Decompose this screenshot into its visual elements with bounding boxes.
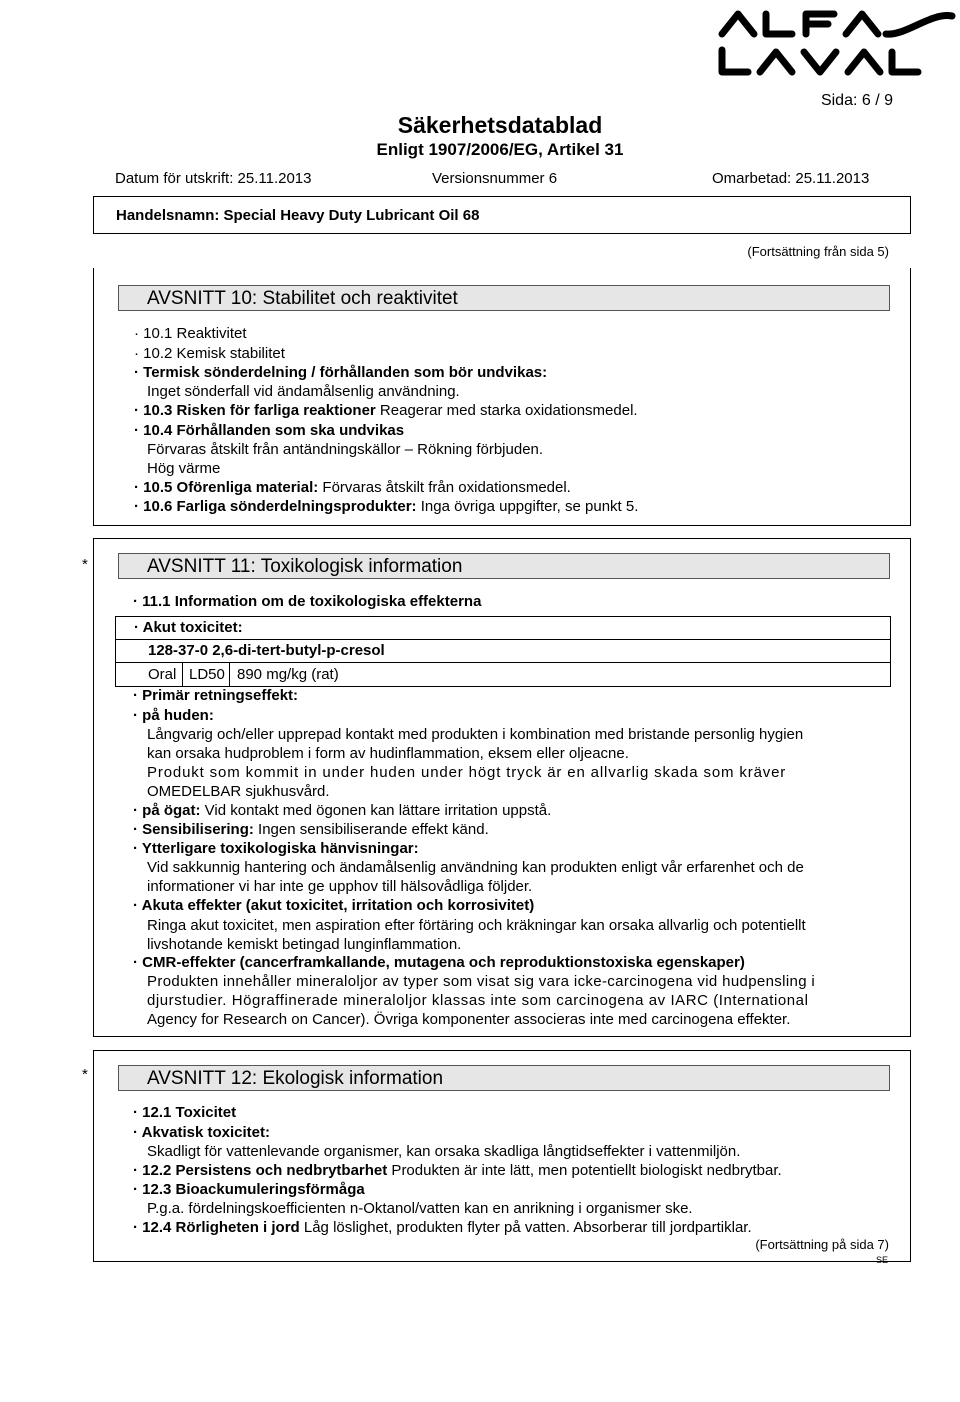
bioaccumulation-text: P.g.a. fördelningskoefficienten n-Oktanol/vatten kan en anrikning i organismer ske. [147, 1200, 693, 1217]
product-name: Handelsnamn: Special Heavy Duty Lubricant Oil 68 [116, 207, 480, 224]
on-skin: · på huden: [133, 707, 214, 724]
section-12-heading: AVSNITT 12: Ekologisk information [118, 1065, 890, 1091]
version-number: Versionsnummer 6 [432, 170, 558, 187]
decomposition-products: · 10.6 Farliga sönderdelningsprodukter: Inga övriga uppgifter, se punkt 5. [134, 498, 639, 515]
print-date: Datum för utskrift: 25.11.2013 [115, 170, 312, 187]
reactivity: · 10.1 Reaktivitet [134, 325, 247, 342]
product-name-box [93, 196, 911, 234]
cmr-text-3: Agency for Research on Cancer). Övriga komponenter associeras inte med carcinogena effekter. [147, 1011, 791, 1028]
cmr-text-1: Produkten innehåller mineraloljor av typer som visat sig vara icke-carcinogena vid hudpensling i [147, 973, 816, 990]
acute-text-1: Ringa akut toxicitet, men aspiration efter förtäring och kräkningar kan orsaka allvarlig och potentiellt [147, 917, 806, 934]
toxicity-value: 890 mg/kg (rat) [237, 666, 339, 683]
persistence-degradability: · 12.2 Persistens och nedbrytbarhet Produkten är inte lätt, men potentiellt biologiskt nedbrytbar. [133, 1162, 782, 1179]
bioaccumulation: · 12.3 Bioackumuleringsförmåga [133, 1181, 365, 1198]
continued-to: (Fortsättning på sida 7) [755, 1237, 889, 1252]
section-10 [93, 268, 911, 526]
skin-text-1: Långvarig och/eller upprepad kontakt med produkten i kombination med bristande personlig hygien [147, 726, 804, 743]
additional-toxicological: · Ytterligare toxikologiska hänvisningar: [133, 840, 419, 857]
on-eyes: · på ögat: Vid kontakt med ögonen kan lättare irritation uppstå. [133, 802, 552, 819]
additional-text-2: informationer vi har inte ge upphov till hälsovådliga följder. [147, 878, 533, 895]
soil-mobility: · 12.4 Rörligheten i jord Låg löslighet, produkten flyter på vatten. Absorberar till jordpartiklar. [133, 1219, 752, 1236]
skin-text-4: OMEDELBAR sjukhusvård. [147, 783, 330, 800]
toxicity-type: LD50 [189, 666, 225, 683]
revision-star: * [82, 1066, 88, 1083]
language-code: SE [875, 1255, 888, 1265]
skin-text-2: kan orsaka hudproblem i form av hudinflammation, eksem eller oljeacne. [147, 745, 629, 762]
toxicity: · 12.1 Toxicitet [133, 1104, 237, 1121]
high-heat: Hög värme [147, 460, 221, 477]
revised-date: Omarbetad: 25.11.2013 [712, 170, 870, 187]
sensitization: · Sensibilisering: Ingen sensibiliserande effekt känd. [133, 821, 489, 838]
aquatic-toxicity: · Akvatisk toxicitet: [133, 1124, 270, 1141]
primary-irritant-effect: · Primär retningseffekt: [133, 687, 299, 704]
alfa-laval-logo [716, 6, 956, 80]
acute-toxicity-table [115, 616, 891, 687]
acute-text-2: livshotande kemiskt betingad lunginflammation. [147, 936, 462, 953]
additional-text-1: Vid sakkunnig hantering och ändamålsenlig användning kan produkten enligt vår erfarenhet och de [147, 859, 804, 876]
aquatic-text: Skadligt för vattenlevande organismer, kan orsaka skadliga långtidseffekter i vattenmiljön. [147, 1143, 741, 1160]
hazardous-reactions: · 10.3 Risken för farliga reaktioner Reagerar med starka oxidationsmedel. [134, 402, 638, 419]
revision-star: * [82, 556, 88, 573]
cmr-effects: · CMR-effekter (cancerframkallande, mutagena och reproduktionstoxiska egenskaper) [133, 954, 745, 971]
exposure-route: Oral [148, 666, 177, 683]
chemical-stability: · 10.2 Kemisk stabilitet [134, 345, 285, 362]
incompatible-materials: · 10.5 Oförenliga material: Förvaras åtskilt från oxidationsmedel. [134, 479, 571, 496]
cmr-text-2: djurstudier. Högraffinerade mineraloljor klassas inte som carcinogena av IARC (International [147, 992, 809, 1009]
document-subtitle: Enligt 1907/2006/EG, Artikel 31 [376, 140, 624, 159]
conditions-to-avoid: · 10.4 Förhållanden som ska undvikas [134, 422, 405, 439]
section-11-heading: AVSNITT 11: Toxikologisk information [118, 553, 890, 579]
page-number: Sida: 6 / 9 [820, 92, 893, 109]
thermal-decomposition: · Termisk sönderdelning / förhållanden som bör undvikas: [134, 364, 548, 381]
continued-from: (Fortsättning från sida 5) [747, 244, 889, 259]
acute-toxicity-label: · Akut toxicitet: [134, 619, 243, 636]
acute-effects: · Akuta effekter (akut toxicitet, irritation och korrosivitet) [133, 897, 535, 914]
keep-away-ignition: Förvaras åtskilt från antändningskällor – Rökning förbjuden. [147, 441, 544, 458]
no-decomposition: Inget sönderfall vid ändamålsenlig användning. [147, 383, 460, 400]
skin-text-3: Produkt som kommit in under huden under högt tryck är en allvarlig skada som kräver [147, 764, 787, 781]
document-title: Säkerhetsdatablad [397, 112, 603, 138]
substance-name: 128-37-0 2,6-di-tert-butyl-p-cresol [148, 642, 385, 659]
section-10-heading: AVSNITT 10: Stabilitet och reaktivitet [118, 285, 890, 311]
toxicological-effects: · 11.1 Information om de toxikologiska effekterna [133, 593, 482, 610]
